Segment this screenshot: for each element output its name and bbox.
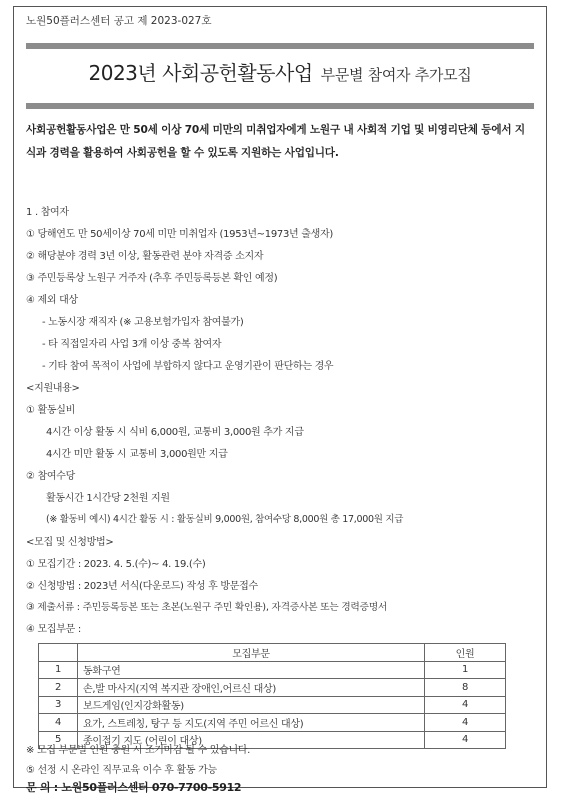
row-field: 종이접기 지도 (어린이 대상) bbox=[78, 731, 425, 749]
support-heading: <지원내용> bbox=[26, 383, 80, 394]
table-row bbox=[39, 661, 506, 679]
row-count: 8 bbox=[425, 679, 506, 697]
participant-criterion: ① 당해연도 만 50세이상 70세 미만 미취업자 (1953년~1973년 출생자) bbox=[26, 229, 333, 240]
activity-expense-heading: ① 활동실비 bbox=[26, 405, 75, 416]
allowance-line: 활동시간 1시간당 2천원 지원 bbox=[46, 493, 170, 504]
title-bottom-bar bbox=[26, 103, 534, 109]
exclusion-item: - 노동시장 재직자 (※ 고용보험가입자 참여불가) bbox=[42, 317, 244, 328]
row-field: 동화구연 bbox=[78, 661, 425, 679]
table-header-no bbox=[39, 644, 78, 662]
contact-info: 문 의 : 노원50플러스센터 070-7700-5912 bbox=[26, 781, 242, 794]
section-participants-heading: 1 . 참여자 bbox=[26, 207, 69, 218]
allowance-heading: ② 참여수당 bbox=[26, 471, 75, 482]
row-field: 보드게임(인지강화활동) bbox=[78, 696, 425, 714]
participant-criterion: ② 해당분야 경력 3년 이상, 활동관련 분야 자격증 소지자 bbox=[26, 251, 264, 262]
recruit-period: ① 모집기간 : 2023. 4. 5.(수)~ 4. 19.(수) bbox=[26, 559, 206, 570]
table-header-field: 모집부문 bbox=[78, 644, 425, 662]
notice-document bbox=[13, 6, 547, 794]
notice-number: 노원50플러스센터 공고 제 2023-027호 bbox=[26, 15, 212, 27]
row-count: 1 bbox=[425, 661, 506, 679]
title-top-bar bbox=[26, 43, 534, 49]
recruit-note: ※ 모집 부문별 인원 충원 시 조기마감 될 수 있습니다. bbox=[26, 745, 251, 756]
allowance-example: (※ 활동비 예시) 4시간 활동 시 : 활동실비 9,000원, 참여수당 8,000원 총 17,000원 지급 bbox=[46, 514, 404, 525]
row-field: 손,발 마사지(지역 복지관 장애인,어르신 대상) bbox=[78, 679, 425, 697]
table-row bbox=[39, 714, 506, 732]
table-header-count: 인원 bbox=[425, 644, 506, 662]
row-number: 3 bbox=[39, 696, 78, 714]
row-count: 4 bbox=[425, 714, 506, 732]
recruit-table bbox=[38, 643, 506, 749]
table-row bbox=[39, 679, 506, 697]
content-body bbox=[26, 203, 534, 794]
activity-expense-line: 4시간 미만 활동 시 교통비 3,000원만 지급 bbox=[46, 449, 228, 460]
row-number: 5 bbox=[39, 731, 78, 749]
row-count: 4 bbox=[425, 696, 506, 714]
row-number: 1 bbox=[39, 661, 78, 679]
row-number: 2 bbox=[39, 679, 78, 697]
participant-criterion: ④ 제외 대상 bbox=[26, 295, 78, 306]
participant-criterion: ③ 주민등록상 노원구 거주자 (추후 주민등록등본 확인 예정) bbox=[26, 273, 278, 284]
recruit-documents: ③ 제출서류 : 주민등록등본 또는 초본(노원구 주민 확인용), 자격증사본 또는 경력증명서 bbox=[26, 602, 388, 613]
recruit-heading: <모집 및 신청방법> bbox=[26, 537, 114, 548]
row-field: 요가, 스트레칭, 탕구 등 지도(지역 주민 어르신 대상) bbox=[78, 714, 425, 732]
table-row bbox=[39, 696, 506, 714]
table-header-row bbox=[39, 644, 506, 662]
recruit-method: ② 신청방법 : 2023년 서식(다운로드) 작성 후 방문접수 bbox=[26, 581, 258, 592]
exclusion-item: - 기타 참여 목적이 사업에 부합하지 않다고 운영기관이 판단하는 경우 bbox=[42, 361, 334, 372]
exclusion-item: - 타 직접일자리 사업 3개 이상 중복 참여자 bbox=[42, 339, 222, 350]
row-count: 4 bbox=[425, 731, 506, 749]
training-note: ⑤ 선정 시 온라인 직무교육 이수 후 활동 가능 bbox=[26, 765, 217, 776]
row-number: 4 bbox=[39, 714, 78, 732]
recruit-fields-label: ④ 모집부문 : bbox=[26, 624, 81, 635]
intro-paragraph: 사회공헌활동사업은 만 50세 이상 70세 미만의 미취업자에게 노원구 내 사회적 기업 및 비영리단체 등에서 지식과 경력을 활용하여 사회공헌을 할 수 있도록 지원하는 사업입니다. bbox=[26, 124, 525, 159]
activity-expense-line: 4시간 이상 활동 시 식비 6,000원, 교통비 3,000원 추가 지급 bbox=[46, 427, 304, 438]
page-title bbox=[26, 57, 534, 86]
title-sub: 부문별 참여자 추가모집 bbox=[320, 66, 472, 84]
title-main: 2023년 사회공헌활동사업 bbox=[88, 61, 313, 85]
